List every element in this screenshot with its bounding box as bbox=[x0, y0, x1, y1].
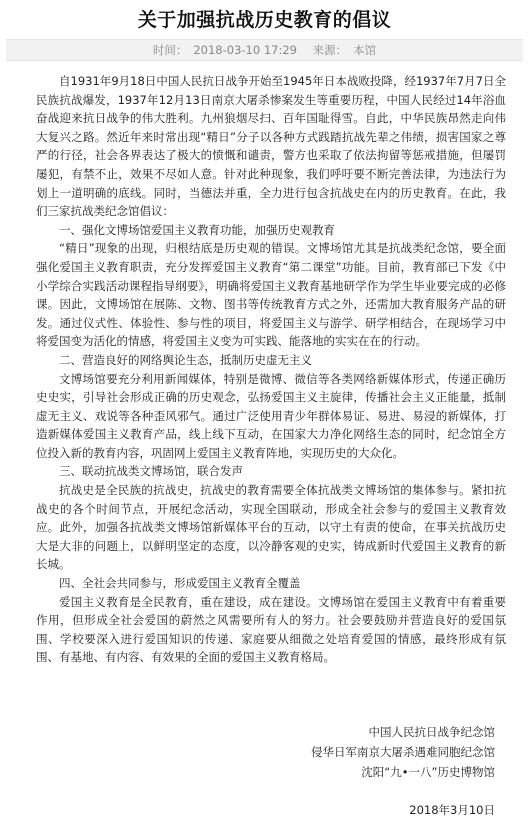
article-meta-bar bbox=[6, 39, 523, 61]
time-value: 2018-03-10 17:29 bbox=[193, 43, 297, 57]
time-label: 时间： bbox=[152, 43, 188, 57]
section-heading-2: 二、营造良好的网络舆论生态，抵制历史虚无主义 bbox=[59, 352, 312, 367]
article-title: 关于加强抗战历史教育的倡议 bbox=[137, 9, 392, 31]
signatory-1: 中国人民抗日战争纪念馆 bbox=[368, 725, 495, 739]
signatory-3: 沈阳“九•一八”历史博物馆 bbox=[361, 765, 495, 779]
section-paragraph-2: 文博场馆要充分利用新闻媒体，特别是微博、微信等各类网络新媒体形式，传递正确历史史实，引导社会形成正确的历史观念，弘扬爱国主义主旋律，传播社会主义正能量，抵制虚无主义、戏说等各种歪风邪气。通过广泛使用青少年群体易证、易进、易浸的新媒体，打造新媒体爱国主义教育产品，线上线下互动，在国家大力净化网络生态的同时，纪念馆全方位投入新的教育内容，巩固网上爱国主义教育阵地，实现历史的大众化。 bbox=[36, 371, 506, 460]
section-heading-3: 三、联动抗战类文博场馆，联合发声 bbox=[59, 464, 243, 479]
section-paragraph-3: 抗战史是全民族的抗战史，抗战史的教育需要全体抗战类文博场馆的集体参与。紧扣抗战史的各个时间节点，开展纪念活动，实现全国联动，形成全社会参与的爱国主义教育效应。此外，加强各抗战类文博场馆新媒体平台的互动，以守土有责的使命，在事关抗战历史大是大非的问题上，以鲜明坚定的态度，以冷静客观的史实，铸成新时代爱国主义教育的新长城。 bbox=[36, 483, 506, 572]
signature-block bbox=[311, 722, 495, 820]
signatory-2: 侵华日军南京大屠杀遇难同胞纪念馆 bbox=[311, 745, 495, 759]
intro-paragraph: 自1931年9月18日中国人民抗日战争开始至1945年日本战败投降，经1937年7月7日全民族抗战爆发，1937年12月13日南京大屠杀惨案发生等重要历程，中国人民经过14年浴血奋战迎来抗日战争的伟大胜利。九州狼烟尽扫、百年国耻得雪。自此，中华民族昂然走向伟大复兴之路。然近年来时常出现“精日”分子以各种方式践踏抗战先辈之伟绩，损害国家之尊严的行径，社会各界表达了极大的愤慨和谴责，警方也采取了依法拘留等惩戒措施，但屡罚屡犯，有禁不止，效果不尽如人意。针对此种现象，我们呼吁要不断完善法律，为违法行为划上一道明确的底线。同时，当德法并重，全力进行包含抗战史在内的历史教育。在此，我们三家抗战类纪念馆倡议： bbox=[36, 74, 506, 219]
section-heading-4: 四、全社会共同参与，形成爱国主义教育全覆盖 bbox=[59, 576, 301, 591]
publish-time bbox=[150, 43, 300, 57]
source-label: 来源： bbox=[312, 43, 348, 57]
source-value: 本馆 bbox=[353, 43, 377, 57]
article-body bbox=[36, 72, 506, 667]
signature-date: 2018年3月10日 bbox=[409, 803, 495, 817]
source bbox=[310, 43, 380, 57]
section-paragraph-1: “精日”现象的出现，归根结底是历史观的错误。文博场馆尤其是抗战类纪念馆，要全面强化爱国主义教育职责，充分发挥爱国主义教育“第二课堂”功能。目前，教育部已下发《中小学综合实践活动课程指导纲要》，明确将爱国主义教育基地研学作为学生毕业要完成的必修课。因此，文博场馆在展陈、文物、图书等传统教育方式之外，还需加大教育服务产品的研发。通过仪式性、体验性、参与性的项目，将爱国主义与游学、研学相结合，在现场学习中将爱国变为活化的情感，将爱国主义变为可实践、能落地的实实在在的行动。 bbox=[36, 241, 506, 349]
section-paragraph-4: 爱国主义教育是全民教育，重在建设，成在建设。文博场馆在爱国主义教育中有着重要作用，但形成全社会爱国的蔚然之风需要所有人的努力。社会要鼓励并营造良好的爱国氛围、学校要深入进行爱国知识的传递、家庭要从细微之处培育爱国的情感，最终形成有氛围、有基地、有内容、有效果的全面的爱国主义教育格局。 bbox=[36, 594, 506, 665]
section-heading-1: 一、强化文博场馆爱国主义教育功能，加强历史观教育 bbox=[59, 222, 335, 237]
